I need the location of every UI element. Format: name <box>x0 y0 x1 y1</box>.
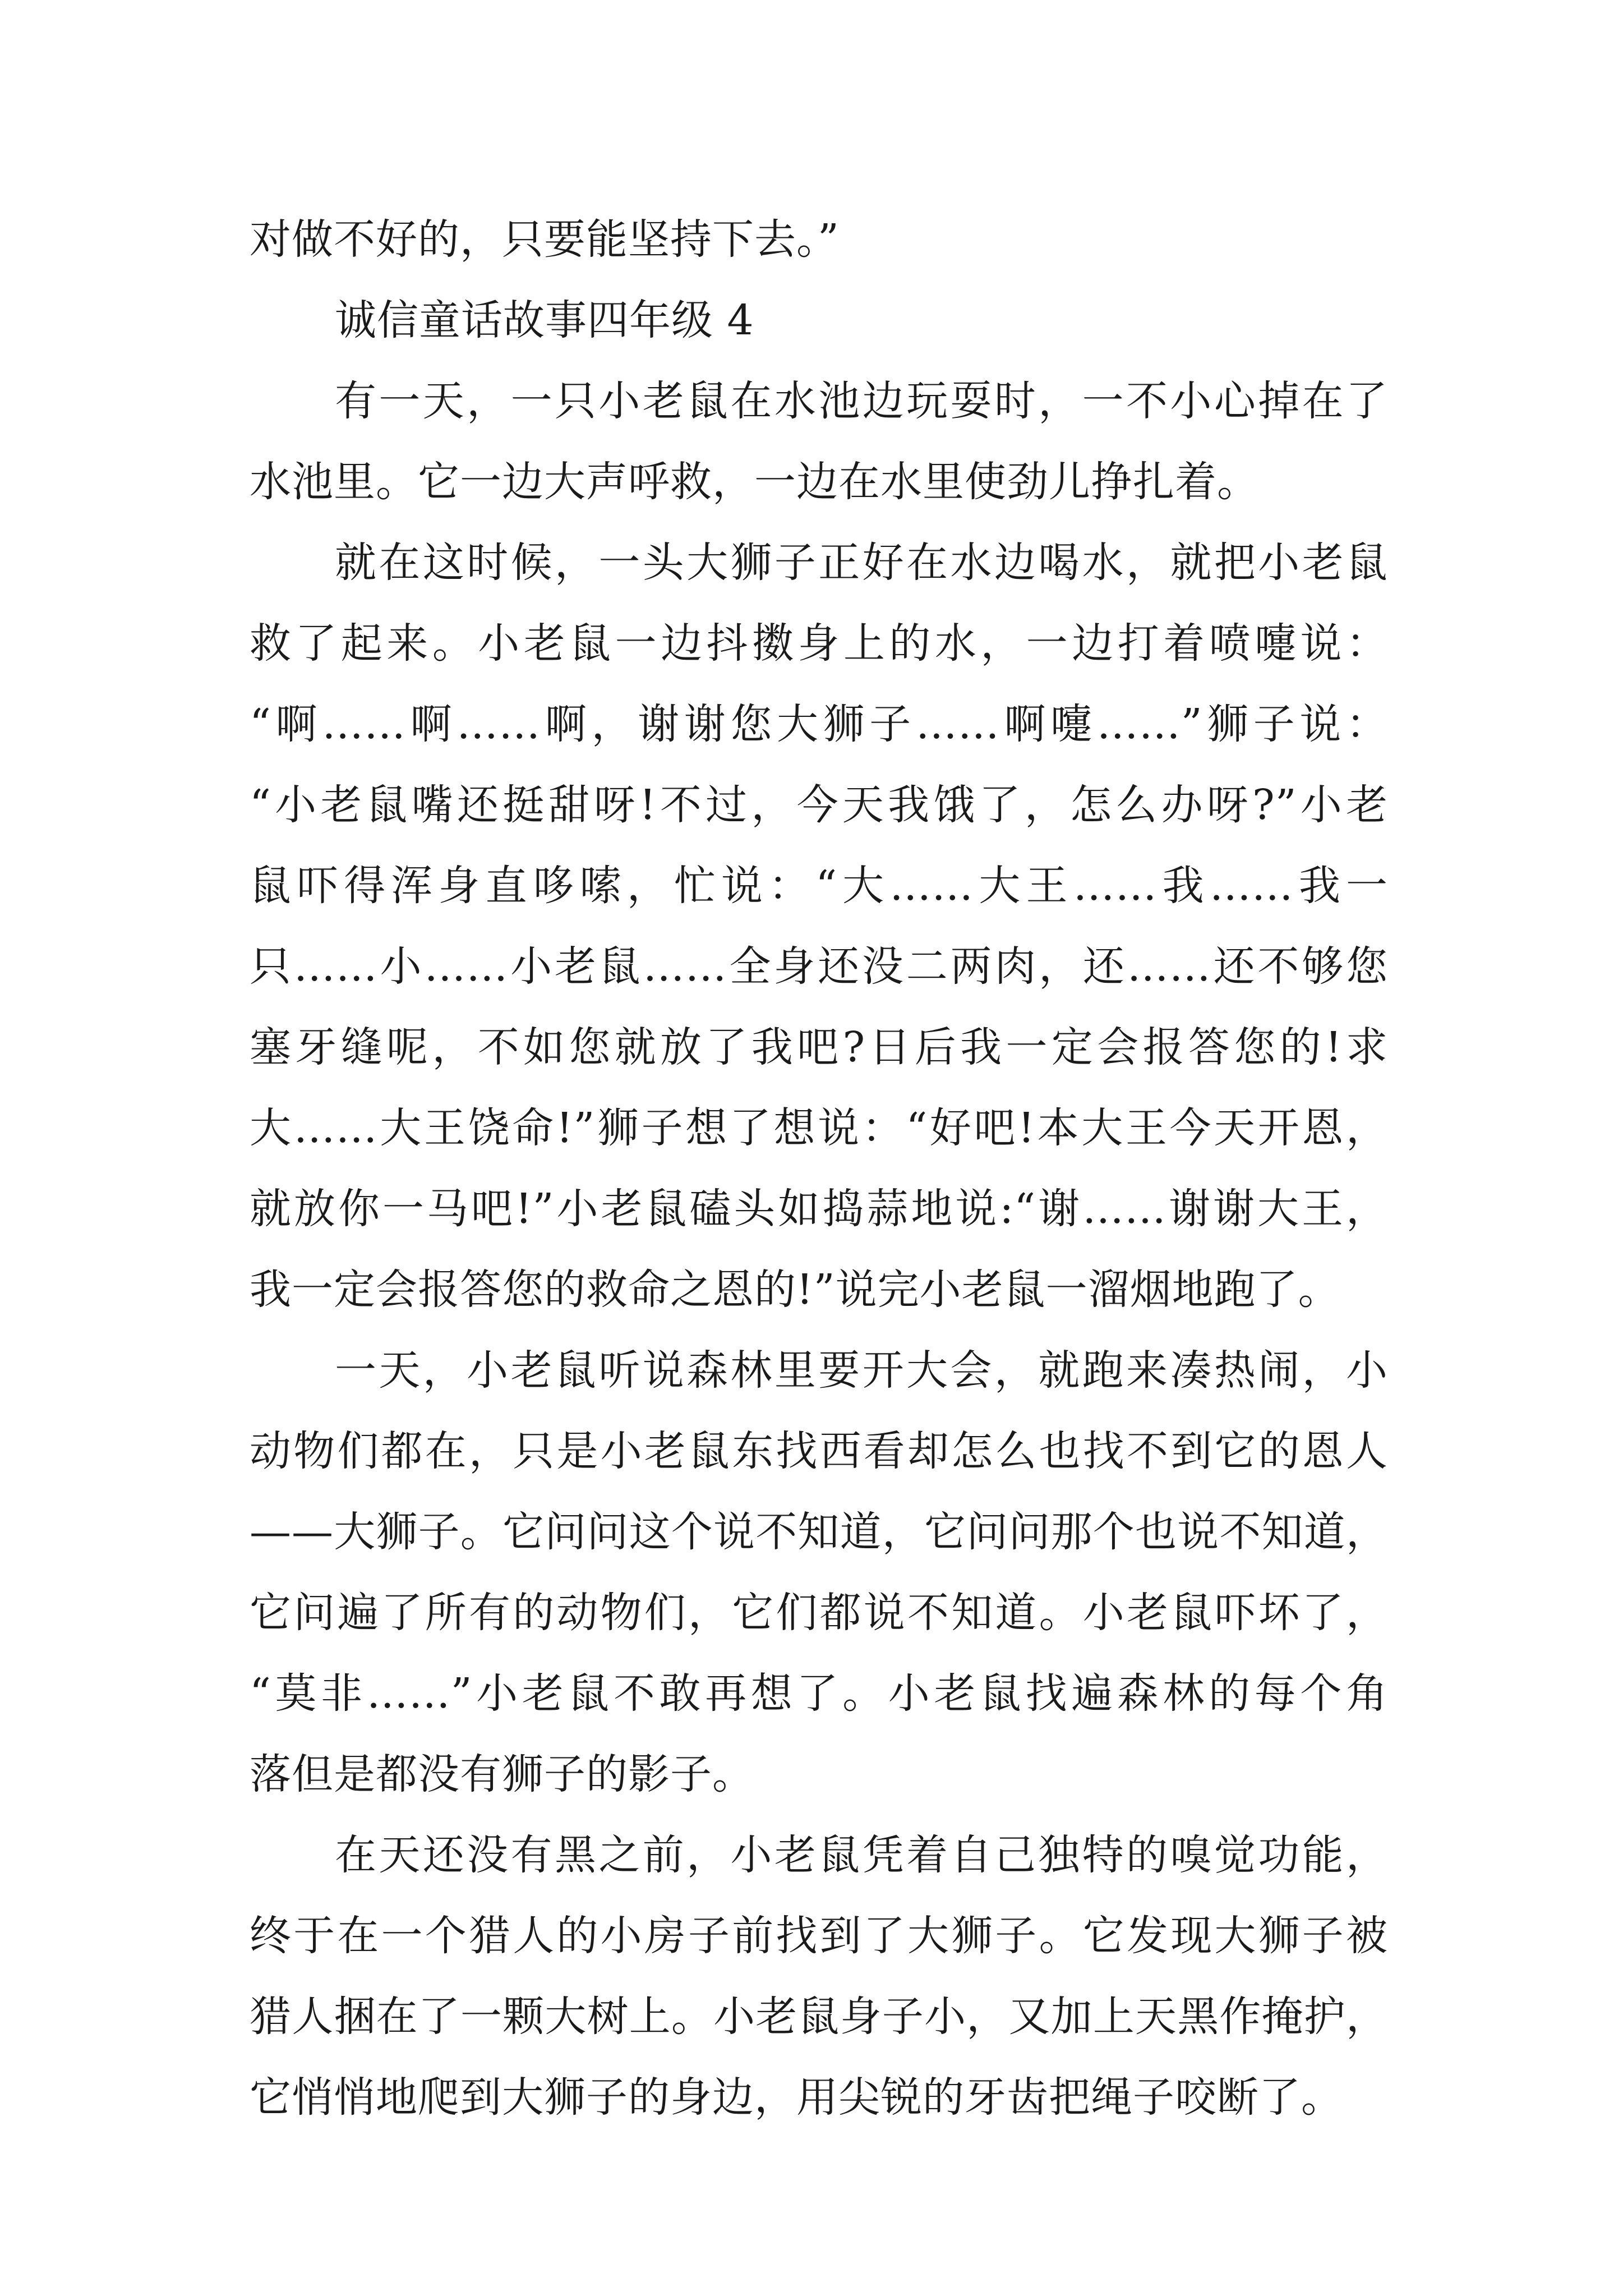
paragraph-line: 只……小……小老鼠……全身还没二两肉，还……还不够您 <box>250 942 1388 991</box>
paragraph-line: 就放你一马吧!”小老鼠磕头如捣蒜地说:“谢……谢谢大王， <box>250 1185 1388 1233</box>
paragraph-line: 就在这时候，一头大狮子正好在水边喝水，就把小老鼠 <box>335 539 1388 587</box>
paragraph-line: ——大狮子。它问问这个说不知道，它问问那个也说不知道， <box>250 1508 1388 1556</box>
paragraph-line: 鼠吓得浑身直哆嗦，忙说：“大……大王……我……我一 <box>250 862 1388 910</box>
paragraph-line: 它问遍了所有的动物们，它们都说不知道。小老鼠吓坏了， <box>250 1589 1388 1637</box>
paragraph-line: 它悄悄地爬到大狮子的身边，用尖锐的牙齿把绳子咬断了。 <box>250 2073 1343 2122</box>
story-heading: 诚信童话故事四年级 4 <box>335 296 754 344</box>
paragraph-line: 塞牙缝呢，不如您就放了我吧?日后我一定会报答您的!求 <box>250 1023 1388 1071</box>
paragraph-line: 一天，小老鼠听说森林里要开大会，就跑来凑热闹，小 <box>335 1346 1388 1395</box>
paragraph-line: 救了起来。小老鼠一边抖擞身上的水，一边打着喷嚏说： <box>250 619 1388 668</box>
paragraph-line: 动物们都在，只是小老鼠东找西看却怎么也找不到它的恩人 <box>250 1427 1388 1475</box>
paragraph-line: 猎人捆在了一颗大树上。小老鼠身子小，又加上天黑作掩护， <box>250 1993 1388 2041</box>
paragraph-line: 在天还没有黑之前，小老鼠凭着自己独特的嗅觉功能， <box>335 1831 1388 1879</box>
paragraph-line: 对做不好的，只要能坚持下去。” <box>250 215 840 264</box>
paragraph-line: “啊……啊……啊，谢谢您大狮子……啊嚏……”狮子说： <box>250 700 1388 748</box>
paragraph-line: 水池里。它一边大声呼救，一边在水里使劲儿挣扎着。 <box>250 458 1259 506</box>
story-text <box>250 199 1388 2138</box>
paragraph-line: 我一定会报答您的救命之恩的!”说完小老鼠一溜烟地跑了。 <box>250 1266 1340 1314</box>
paragraph-line: 有一天，一只小老鼠在水池边玩耍时，一不小心掉在了 <box>335 377 1388 425</box>
paragraph-line: “莫非……”小老鼠不敢再想了。小老鼠找遍森林的每个角 <box>250 1669 1388 1718</box>
paragraph-line: 终于在一个猎人的小房子前找到了大狮子。它发现大狮子被 <box>250 1912 1388 1960</box>
paragraph-line: “小老鼠嘴还挺甜呀!不过，今天我饿了，怎么办呀?”小老 <box>250 781 1388 829</box>
paragraph-line: 大……大王饶命!”狮子想了想说：“好吧!本大王今天开恩， <box>250 1104 1388 1152</box>
paragraph-line: 落但是都没有狮子的影子。 <box>250 1750 754 1798</box>
